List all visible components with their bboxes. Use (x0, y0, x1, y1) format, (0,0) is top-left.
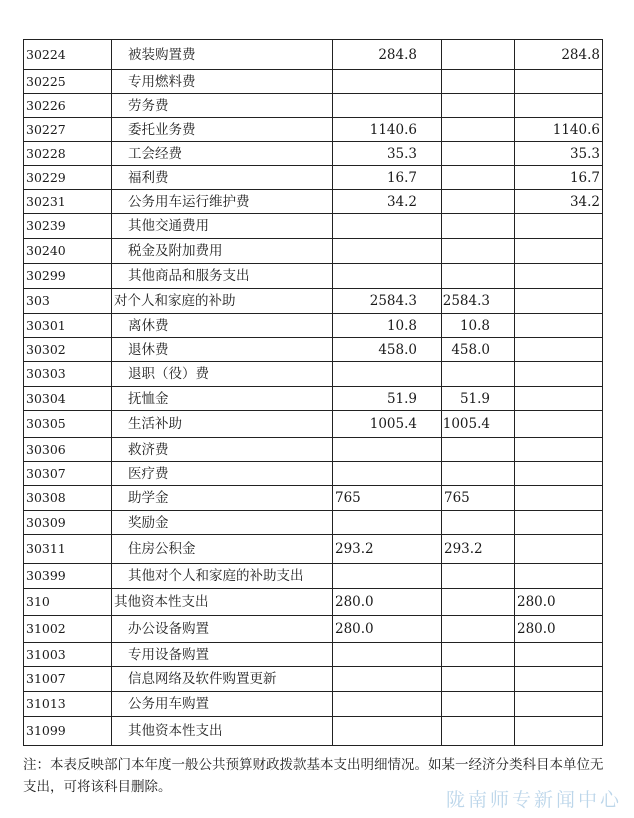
account-name-cell: 委托业务费 (112, 118, 333, 142)
public-expense-amount-cell (515, 462, 603, 486)
personnel-amount-cell (442, 166, 515, 190)
watermark: 陇南师专新闻中心 (445, 789, 622, 811)
table-row (24, 643, 603, 667)
account-code-cell: 30240 (24, 239, 112, 264)
personnel-amount-cell (442, 40, 515, 70)
table-row (24, 717, 603, 746)
public-expense-amount-cell: 35.3 (515, 142, 603, 166)
public-expense-amount-cell (515, 564, 603, 589)
account-code-cell: 303 (24, 289, 112, 314)
personnel-amount-cell (442, 190, 515, 214)
account-code-cell: 30225 (24, 70, 112, 94)
account-code-cell: 30304 (24, 387, 112, 411)
personnel-amount-cell: 458.0 (442, 338, 515, 362)
account-name-cell: 信息网络及软件购置更新 (112, 667, 333, 692)
table-row (24, 616, 603, 643)
personnel-amount-cell: 765 (442, 486, 515, 511)
public-expense-amount-cell (515, 214, 603, 239)
total-amount-cell (333, 511, 442, 535)
public-expense-amount-cell: 280.0 (515, 616, 603, 643)
table-row (24, 387, 603, 411)
account-name-cell: 税金及附加费用 (112, 239, 333, 264)
public-expense-amount-cell (515, 667, 603, 692)
public-expense-amount-cell (515, 643, 603, 667)
total-amount-cell (333, 643, 442, 667)
total-amount-cell (333, 667, 442, 692)
account-code-cell: 30309 (24, 511, 112, 535)
personnel-amount-cell (442, 616, 515, 643)
account-name-cell: 福利费 (112, 166, 333, 190)
account-code-cell: 30231 (24, 190, 112, 214)
total-amount-cell (333, 462, 442, 486)
account-name-cell: 劳务费 (112, 94, 333, 118)
table-row (24, 486, 603, 511)
table-row (24, 118, 603, 142)
public-expense-amount-cell (515, 239, 603, 264)
public-expense-amount-cell (515, 362, 603, 387)
account-name-cell: 其他对个人和家庭的补助支出 (112, 564, 333, 589)
table-row (24, 511, 603, 535)
table-row (24, 667, 603, 692)
total-amount-cell (333, 239, 442, 264)
account-code-cell: 30228 (24, 142, 112, 166)
account-name-cell: 办公设备购置 (112, 616, 333, 643)
account-code-cell: 31007 (24, 667, 112, 692)
public-expense-amount-cell (515, 692, 603, 717)
total-amount-cell: 280.0 (333, 589, 442, 616)
total-amount-cell (333, 438, 442, 462)
public-expense-amount-cell: 280.0 (515, 589, 603, 616)
table-row (24, 264, 603, 289)
account-code-cell: 30239 (24, 214, 112, 239)
personnel-amount-cell (442, 118, 515, 142)
table-row (24, 338, 603, 362)
public-expense-amount-cell (515, 338, 603, 362)
public-expense-amount-cell (515, 70, 603, 94)
account-code-cell: 31099 (24, 717, 112, 746)
personnel-amount-cell (442, 214, 515, 239)
total-amount-cell: 35.3 (333, 142, 442, 166)
personnel-amount-cell (442, 717, 515, 746)
table-row (24, 190, 603, 214)
account-name-cell: 生活补助 (112, 411, 333, 438)
public-expense-amount-cell: 1140.6 (515, 118, 603, 142)
account-name-cell: 工会经费 (112, 142, 333, 166)
table-row (24, 166, 603, 190)
public-expense-amount-cell (515, 314, 603, 338)
account-code-cell: 30307 (24, 462, 112, 486)
total-amount-cell (333, 264, 442, 289)
account-name-cell: 退休费 (112, 338, 333, 362)
public-expense-amount-cell (515, 486, 603, 511)
personnel-amount-cell (442, 564, 515, 589)
table-footnote: 注：本表反映部门本年度一般公共预算财政拨款基本支出明细情况。如某一经济分类科目本单位无支出，可将该科目删除。 (23, 757, 604, 795)
account-name-cell: 离休费 (112, 314, 333, 338)
account-name-cell: 助学金 (112, 486, 333, 511)
account-code-cell: 30302 (24, 338, 112, 362)
total-amount-cell: 2584.3 (333, 289, 442, 314)
personnel-amount-cell (442, 438, 515, 462)
table-row (24, 462, 603, 486)
total-amount-cell: 34.2 (333, 190, 442, 214)
personnel-amount-cell: 2584.3 (442, 289, 515, 314)
personnel-amount-cell (442, 667, 515, 692)
account-name-cell: 奖励金 (112, 511, 333, 535)
account-code-cell: 30299 (24, 264, 112, 289)
table-row (24, 314, 603, 338)
total-amount-cell (333, 717, 442, 746)
account-name-cell: 公务用车运行维护费 (112, 190, 333, 214)
account-name-cell: 其他资本性支出 (112, 717, 333, 746)
table-body (24, 40, 603, 746)
account-name-cell: 救济费 (112, 438, 333, 462)
total-amount-cell: 765 (333, 486, 442, 511)
total-amount-cell: 51.9 (333, 387, 442, 411)
total-amount-cell (333, 214, 442, 239)
table-row (24, 535, 603, 564)
account-name-cell: 住房公积金 (112, 535, 333, 564)
account-code-cell: 30229 (24, 166, 112, 190)
total-amount-cell (333, 94, 442, 118)
account-code-cell: 30226 (24, 94, 112, 118)
public-expense-amount-cell (515, 717, 603, 746)
public-expense-amount-cell (515, 387, 603, 411)
account-name-cell: 其他交通费用 (112, 214, 333, 239)
account-name-cell: 被装购置费 (112, 40, 333, 70)
personnel-amount-cell: 10.8 (442, 314, 515, 338)
personnel-amount-cell (442, 70, 515, 94)
total-amount-cell: 293.2 (333, 535, 442, 564)
account-name-cell: 其他资本性支出 (112, 589, 333, 616)
public-expense-amount-cell (515, 511, 603, 535)
personnel-amount-cell: 1005.4 (442, 411, 515, 438)
account-code-cell: 30306 (24, 438, 112, 462)
account-name-cell: 公务用车购置 (112, 692, 333, 717)
total-amount-cell: 16.7 (333, 166, 442, 190)
personnel-amount-cell (442, 142, 515, 166)
total-amount-cell (333, 692, 442, 717)
public-expense-amount-cell (515, 535, 603, 564)
total-amount-cell (333, 70, 442, 94)
total-amount-cell: 1005.4 (333, 411, 442, 438)
account-code-cell: 30399 (24, 564, 112, 589)
table-row (24, 239, 603, 264)
table-row (24, 289, 603, 314)
total-amount-cell: 280.0 (333, 616, 442, 643)
account-code-cell: 30227 (24, 118, 112, 142)
account-name-cell: 抚恤金 (112, 387, 333, 411)
account-code-cell: 30305 (24, 411, 112, 438)
account-name-cell: 专用燃料费 (112, 70, 333, 94)
table-row (24, 362, 603, 387)
account-code-cell: 30311 (24, 535, 112, 564)
account-code-cell: 30303 (24, 362, 112, 387)
table-row (24, 692, 603, 717)
personnel-amount-cell: 51.9 (442, 387, 515, 411)
personnel-amount-cell (442, 692, 515, 717)
total-amount-cell: 284.8 (333, 40, 442, 70)
account-code-cell: 31003 (24, 643, 112, 667)
public-expense-amount-cell (515, 264, 603, 289)
account-code-cell: 31013 (24, 692, 112, 717)
account-name-cell: 医疗费 (112, 462, 333, 486)
personnel-amount-cell (442, 589, 515, 616)
account-name-cell: 其他商品和服务支出 (112, 264, 333, 289)
table-row (24, 94, 603, 118)
personnel-amount-cell (442, 264, 515, 289)
personnel-amount-cell (442, 643, 515, 667)
table-row (24, 214, 603, 239)
total-amount-cell (333, 564, 442, 589)
public-expense-amount-cell: 16.7 (515, 166, 603, 190)
table-row (24, 589, 603, 616)
account-code-cell: 30308 (24, 486, 112, 511)
public-expense-amount-cell (515, 411, 603, 438)
personnel-amount-cell (442, 239, 515, 264)
personnel-amount-cell (442, 362, 515, 387)
public-expense-amount-cell (515, 94, 603, 118)
account-name-cell: 退职（役）费 (112, 362, 333, 387)
table-row (24, 411, 603, 438)
account-code-cell: 30224 (24, 40, 112, 70)
total-amount-cell: 458.0 (333, 338, 442, 362)
account-name-cell: 对个人和家庭的补助 (112, 289, 333, 314)
public-expense-amount-cell: 34.2 (515, 190, 603, 214)
account-name-cell: 专用设备购置 (112, 643, 333, 667)
total-amount-cell: 10.8 (333, 314, 442, 338)
table-row (24, 40, 603, 70)
public-expense-amount-cell (515, 289, 603, 314)
personnel-amount-cell (442, 94, 515, 118)
account-code-cell: 310 (24, 589, 112, 616)
personnel-amount-cell: 293.2 (442, 535, 515, 564)
table-row (24, 438, 603, 462)
account-code-cell: 31002 (24, 616, 112, 643)
total-amount-cell: 1140.6 (333, 118, 442, 142)
personnel-amount-cell (442, 511, 515, 535)
account-code-cell: 30301 (24, 314, 112, 338)
table-row (24, 564, 603, 589)
expenditure-detail-table (23, 39, 603, 746)
personnel-amount-cell (442, 462, 515, 486)
public-expense-amount-cell: 284.8 (515, 40, 603, 70)
table-row (24, 70, 603, 94)
public-expense-amount-cell (515, 438, 603, 462)
table-row (24, 142, 603, 166)
total-amount-cell (333, 362, 442, 387)
